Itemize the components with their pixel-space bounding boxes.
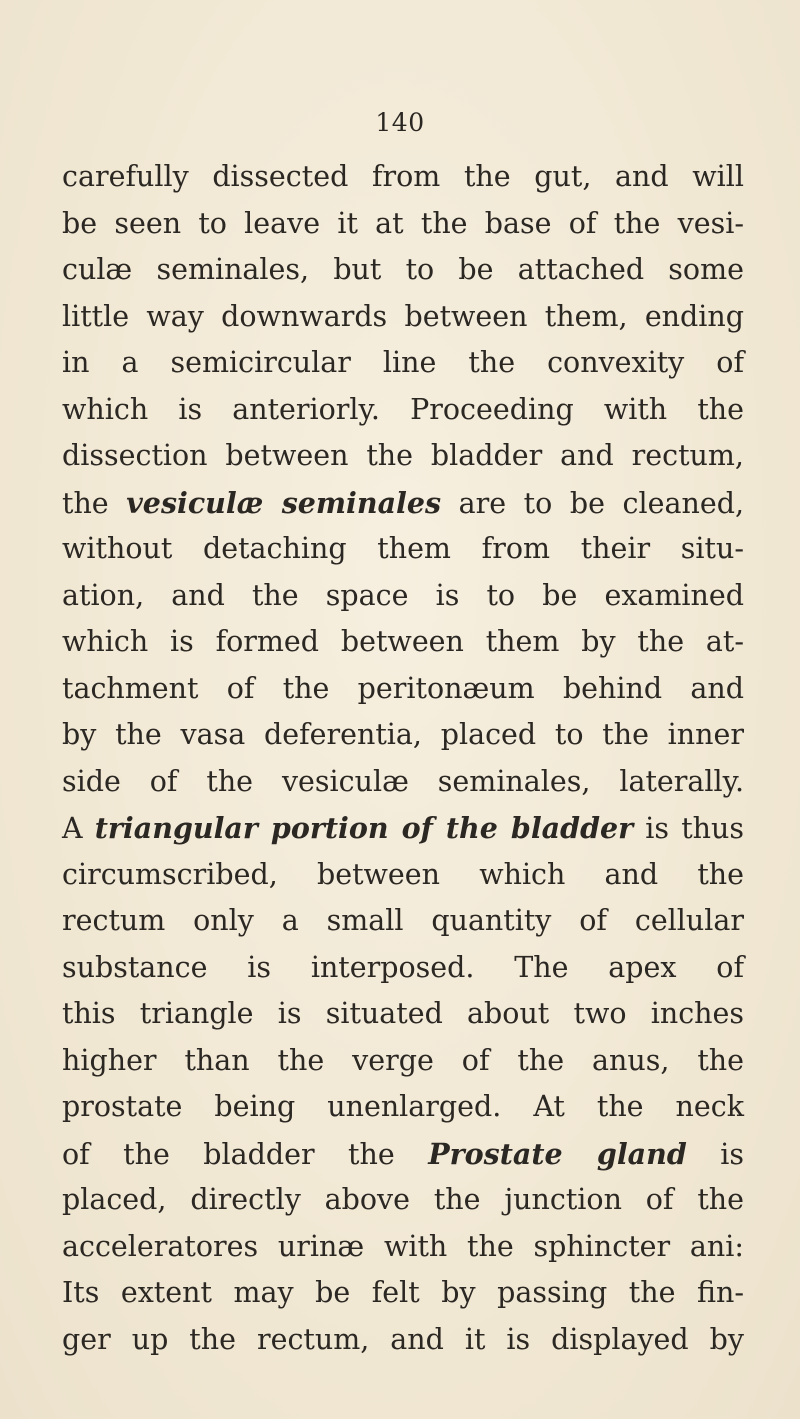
text-segment: by the vasa deferentia, placed to the inner xyxy=(62,718,744,751)
text-line xyxy=(62,619,744,666)
text-line xyxy=(62,1224,744,1271)
text-line xyxy=(62,898,744,945)
italic-phrase: Prostate gland xyxy=(428,1136,687,1171)
text-segment: prostate being unenlarged. At the neck xyxy=(62,1090,744,1123)
text-segment: rectum only a small quantity of cellular xyxy=(62,904,744,937)
text-segment: the xyxy=(62,486,127,520)
text-segment: dissection between the bladder and rectum, xyxy=(62,439,744,472)
text-segment: circumscribed, between which and the xyxy=(62,857,744,891)
text-segment: culæ seminales, but to be attached some xyxy=(62,253,744,286)
text-line xyxy=(62,805,744,852)
text-segment: this triangle is situated about two inches xyxy=(62,997,744,1030)
text-segment: in a semicircular line the convexity of xyxy=(62,346,744,379)
text-line xyxy=(62,759,744,806)
text-segment: little way downwards between them, ending xyxy=(62,299,744,333)
text-line xyxy=(62,387,744,434)
text-line xyxy=(62,154,744,201)
text-segment: which is formed between them by the at- xyxy=(62,625,744,658)
text-segment: higher than the verge of the anus, the xyxy=(62,1043,744,1077)
text-line xyxy=(62,1084,744,1131)
text-segment: ation, and the space is to be examined xyxy=(62,578,744,612)
text-segment: carefully dissected from the gut, and will xyxy=(62,160,744,193)
italic-phrase: vesiculæ seminales xyxy=(126,485,442,520)
text-line xyxy=(62,1317,744,1364)
text-line xyxy=(62,1131,744,1178)
text-line xyxy=(62,433,744,480)
text-segment: Its extent may be felt by passing the fin- xyxy=(62,1276,744,1309)
text-line xyxy=(62,1270,744,1317)
text-line xyxy=(62,666,744,713)
text-segment: which is anteriorly. Proceeding with the xyxy=(62,392,744,426)
text-segment: are to be cleaned, xyxy=(441,486,745,520)
text-segment: side of the vesiculæ seminales, laterally. xyxy=(62,764,744,798)
text-segment: without detaching them from their situ- xyxy=(62,532,744,565)
text-line xyxy=(62,340,744,387)
text-segment: of the bladder the xyxy=(62,1137,429,1171)
text-segment: A xyxy=(62,812,95,845)
text-line xyxy=(62,945,744,992)
body-text xyxy=(62,154,744,1363)
text-line xyxy=(62,712,744,759)
text-line xyxy=(62,1177,744,1224)
text-line xyxy=(62,480,744,527)
text-segment: tachment of the peritonæum behind and xyxy=(62,671,744,705)
text-segment: be seen to leave it at the base of the vesi- xyxy=(62,206,744,240)
italic-phrase: triangular portion of the bladder xyxy=(94,811,634,845)
text-segment: placed, directly above the junction of the xyxy=(62,1183,744,1216)
text-segment: ger up the rectum, and it is displayed by xyxy=(62,1322,744,1356)
text-segment: is thus xyxy=(633,812,744,845)
text-line xyxy=(62,294,744,341)
text-segment: acceleratores urinæ with the sphincter ani: xyxy=(62,1229,744,1263)
page-number: 140 xyxy=(375,108,425,137)
text-line xyxy=(62,526,744,573)
text-line xyxy=(62,201,744,248)
text-line xyxy=(62,991,744,1038)
text-line xyxy=(62,1038,744,1085)
text-segment: substance is interposed. The apex of xyxy=(62,950,744,984)
text-line xyxy=(62,852,744,899)
text-line xyxy=(62,247,744,294)
text-segment: is xyxy=(686,1137,744,1171)
text-line xyxy=(62,573,744,620)
